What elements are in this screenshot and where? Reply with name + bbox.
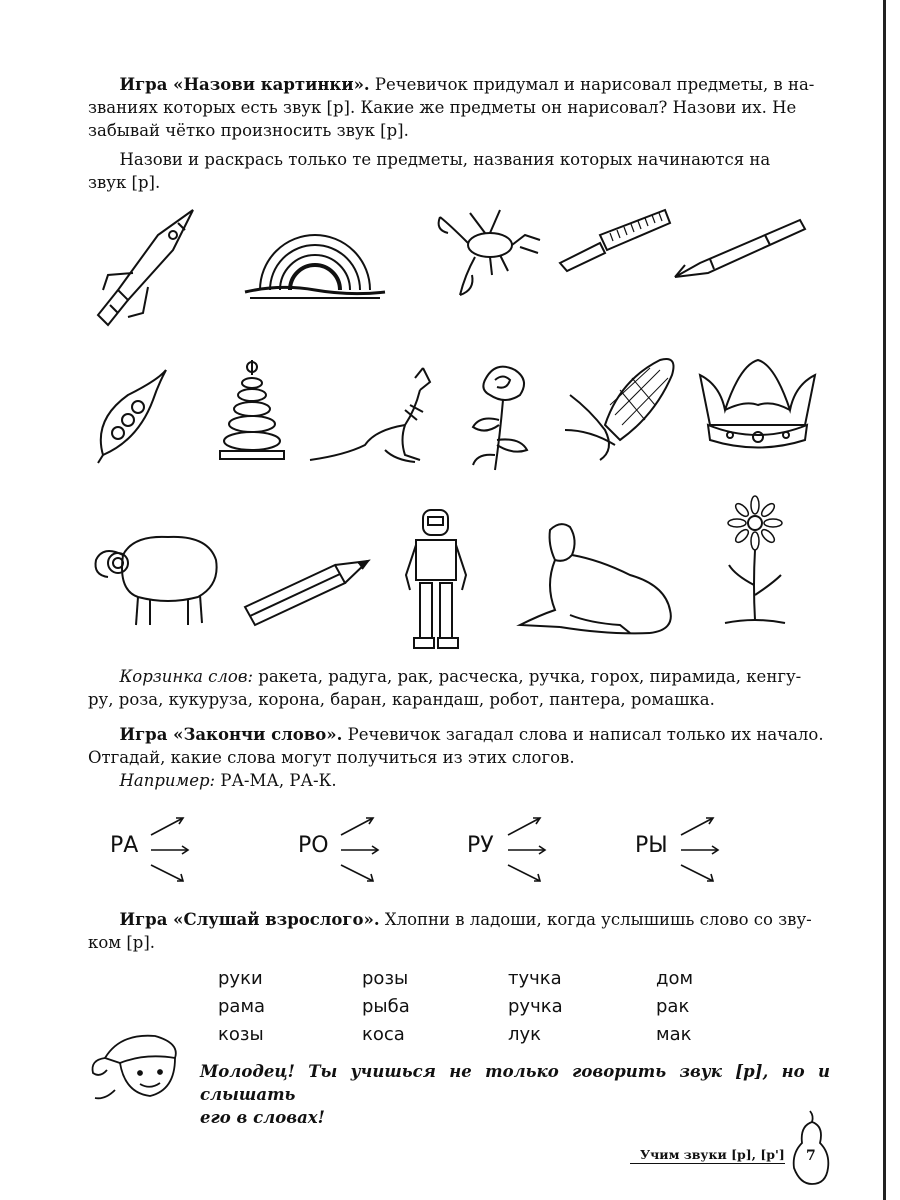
word-item: рама [218, 996, 266, 1017]
example-label: Например: [119, 771, 216, 790]
corn-icon [560, 350, 680, 465]
pen-icon [670, 215, 810, 285]
pyramid-toy-icon [212, 355, 292, 465]
crown-icon [690, 355, 825, 455]
gnome-mascot-icon [85, 1028, 195, 1108]
word-basket: Корзинка слов: ракета, радуга, рак, расческа, ручка, горох, пирамида, кенгу- ру, роза, кукуруза, корона, баран, карандаш, робот, пантера, ромашка. [88, 667, 802, 709]
word-item: коса [362, 1024, 405, 1045]
syllable-ro: РО [298, 833, 329, 858]
word-item: розы [362, 968, 409, 989]
word-item: руки [218, 968, 263, 989]
word-item: дом [656, 968, 694, 989]
rose-icon [465, 355, 540, 475]
arrows-icon [505, 815, 550, 889]
page-number: 7 [806, 1148, 816, 1164]
arrows-icon [678, 815, 723, 889]
chamomile-icon [715, 495, 795, 635]
kangaroo-icon [305, 360, 445, 470]
word-item: рыба [362, 996, 410, 1017]
game2-title: Игра «Закончи слово». [119, 725, 343, 744]
word-item: ручка [508, 996, 563, 1017]
syllable-ry: РЫ [635, 833, 668, 858]
syllable-ra: РА [110, 833, 139, 858]
rocket-icon [88, 205, 203, 335]
game1-paragraph: Игра «Назови картинки». Речевичок придумал и нарисовал предметы, в на- званиях которых есть звук [р]. Какие же предметы он нарисовал? Назови их. Не забывай чётко произносить звук [р]. [88, 75, 815, 140]
game3-paragraph: Игра «Слушай взрослого». Хлопни в ладоши, когда услышишь слово со зву- ком [р]. [88, 910, 812, 952]
ram-icon [88, 525, 223, 630]
word-item: козы [218, 1024, 264, 1045]
word-item: тучка [508, 968, 562, 989]
footer-divider [630, 1163, 785, 1164]
arrows-icon [148, 815, 193, 889]
game2-paragraph: Игра «Закончи слово». Речевичок загадал слова и написал только их начало. Отгадай, какие слова могут получиться из этих слогов. Например: РА-МА, РА-К. [88, 725, 824, 790]
arrows-icon [338, 815, 383, 889]
word-basket-label: Корзинка слов: [119, 667, 254, 686]
page-edge-line [883, 0, 886, 1200]
robot-icon [398, 505, 473, 655]
rainbow-icon [240, 220, 390, 305]
pea-pod-icon [88, 365, 173, 470]
game3-title: Игра «Слушай взрослого». [119, 910, 380, 929]
footer-section-title: Учим звуки [р], [р'] [640, 1147, 785, 1162]
syllable-ru: РУ [467, 833, 494, 858]
crayfish-icon [430, 205, 545, 305]
game1-title: Игра «Назови картинки». [119, 75, 370, 94]
pencil-icon [240, 555, 375, 630]
praise-text: Молодец! Ты учишься не только говорить звук [р], но и слышать его в словах! [200, 1062, 830, 1127]
word-item: лук [508, 1024, 542, 1045]
game1-instruction: Назови и раскрась только те предметы, названия которых начинаются на звук [р]. [88, 150, 771, 192]
comb-icon [555, 205, 675, 275]
word-item: мак [656, 1024, 692, 1045]
word-item: рак [656, 996, 690, 1017]
panther-icon [510, 515, 680, 640]
